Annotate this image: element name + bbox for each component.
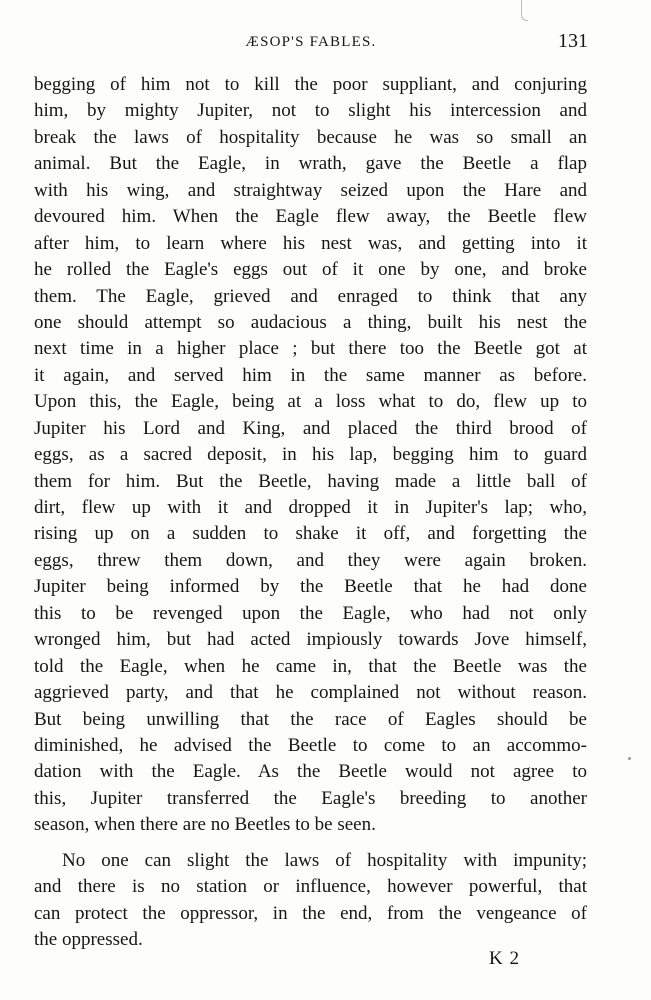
text-line: wronged him, but had acted impiously towards Jove himself, [34, 629, 587, 651]
text-line: devoured him. When the Eagle flew away, the Beetle flew [34, 206, 587, 228]
text-line: them. The Eagle, grieved and enraged to think that any [34, 285, 587, 307]
text-line: No one can slight the laws of hospitality with impunity; [62, 849, 587, 871]
text-line: one should attempt so audacious a thing, built his nest the [34, 311, 587, 333]
text-line: rising up on a sudden to shake it off, and forgetting the [34, 523, 587, 545]
text-line: dirt, flew up with it and dropped it in Jupiter's lap; who, [34, 497, 587, 518]
text-line: with his wing, and straightway seized upon the Hare and [34, 179, 587, 201]
text-line: them for him. But the Beetle, having made a little ball of [34, 470, 587, 492]
text-line: animal. But the Eagle, in wrath, gave the Beetle a flap [34, 153, 587, 175]
text-line: Upon this, the Eagle, being at a loss what to do, flew up to [34, 391, 587, 413]
text-line: eggs, threw them down, and they were again broken. [34, 549, 587, 571]
text-line: this to be revenged upon the Eagle, who had not only [34, 602, 587, 624]
paragraph-moral [34, 848, 587, 954]
text-line: this, Jupiter transferred the Eagle's breeding to another [34, 787, 587, 809]
margin-mark [521, 0, 528, 21]
text-line: Jupiter being informed by the Beetle that he had done [34, 576, 587, 598]
text-line: dation with the Eagle. As the Beetle would not agree to [34, 761, 587, 783]
text-line: the oppressed. [34, 929, 143, 950]
text-line: begging of him not to kill the poor suppliant, and conjuring [34, 74, 587, 95]
running-head [34, 28, 588, 58]
text-line: next time in a higher place ; but there too the Beetle got at [34, 338, 587, 360]
text-line: season, when there are no Beetles to be seen. [34, 814, 376, 836]
text-line: after him, to learn where his nest was, and getting into it [34, 232, 587, 254]
page-number: 131 [558, 30, 588, 52]
text-line: he rolled the Eagle's eggs out of it one by one, and broke [34, 259, 587, 281]
text-line: eggs, as a sacred deposit, in his lap, begging him to guard [34, 444, 587, 466]
text-line: can protect the oppressor, in the end, from the vengeance of [34, 902, 587, 924]
paragraph-fable-conclusion [34, 72, 587, 839]
text-line: break the laws of hospitality because he was so small an [34, 126, 587, 148]
text-line: aggrieved party, and that he complained not without reason. [34, 682, 587, 704]
text-line: and there is no station or influence, however powerful, that [34, 876, 587, 898]
text-line: him, by mighty Jupiter, not to slight his intercession and [34, 100, 587, 122]
signature-mark: K 2 [489, 948, 520, 969]
text-line: it again, and served him in the same manner as before. [34, 364, 587, 386]
margin-speck [628, 757, 631, 760]
text-line: told the Eagle, when he came in, that the Beetle was the [34, 655, 587, 677]
text-line: diminished, he advised the Beetle to come to an accommo- [34, 734, 587, 756]
fable-text [34, 72, 587, 953]
text-line: Jupiter his Lord and King, and placed the third brood of [34, 417, 587, 439]
text-line: But being unwilling that the race of Eagles should be [34, 708, 587, 730]
running-title: ÆSOP'S FABLES. [245, 34, 377, 50]
